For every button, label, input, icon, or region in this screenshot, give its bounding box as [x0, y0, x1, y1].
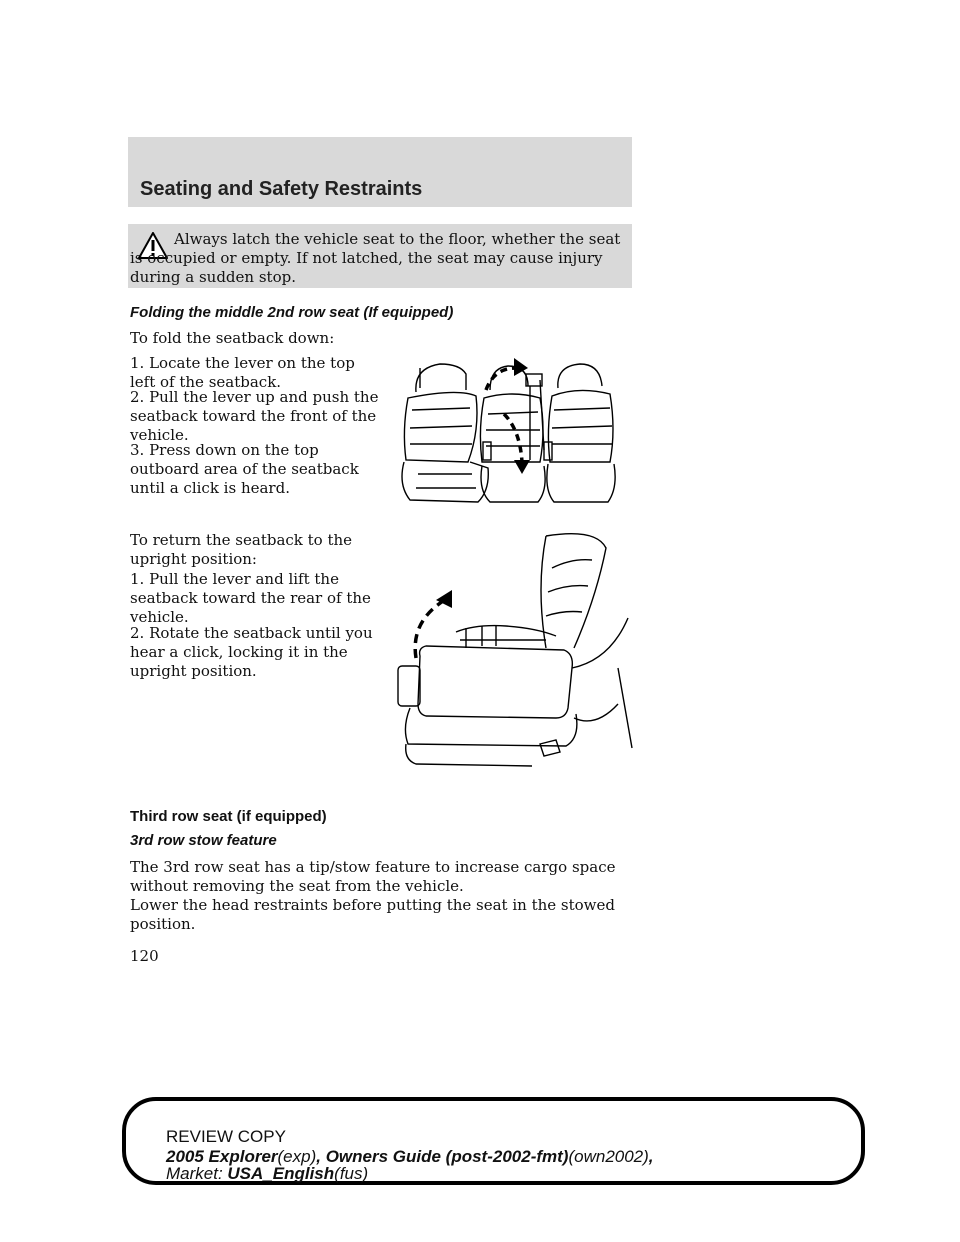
rear-seat-fold-illustration: [398, 350, 618, 510]
separator-2: ,: [648, 1147, 654, 1166]
model-code: (exp): [277, 1147, 317, 1166]
review-market-line: [166, 1164, 368, 1184]
fold-intro: To fold the seatback down:: [130, 329, 335, 347]
review-copy-box: [122, 1097, 865, 1185]
fold-heading: Folding the middle 2nd row seat (If equipped): [130, 304, 454, 321]
stow-paragraph-2: Lower the head restraints before putting the seat in the stowed position.: [130, 896, 615, 933]
page-number: 120: [130, 947, 159, 965]
warning-text: Always latch the vehicle seat to the floor, whether the seat is occupied or empty. If not latched, the seat may cause injury during a sudden stop.: [130, 230, 621, 286]
market-name: USA_English: [227, 1164, 335, 1183]
warning-box: [128, 224, 632, 288]
model-name: 2005 Explorer: [166, 1147, 278, 1166]
stow-subheading: 3rd row stow feature: [130, 832, 277, 849]
return-step-1: 1. Pull the lever and lift the seatback toward the rear of the vehicle.: [130, 570, 371, 626]
return-intro: To return the seatback to the upright position:: [130, 531, 353, 568]
return-step-2: 2. Rotate the seatback until you hear a click, locking it in the upright position.: [130, 624, 373, 680]
fold-step-2: 2. Pull the lever up and push the seatback toward the front of the vehicle.: [130, 388, 379, 444]
review-copy-label: REVIEW COPY: [166, 1127, 286, 1146]
guide-name: Owners Guide (post-2002-fmt): [325, 1147, 569, 1166]
fold-step-3: 3. Press down on the top outboard area of the seatback until a click is heard.: [130, 441, 359, 497]
section-title: Seating and Safety Restraints: [140, 178, 423, 200]
seatback-return-illustration: [396, 528, 636, 772]
section-header-band: [128, 137, 632, 207]
separator-1: ,: [316, 1147, 326, 1166]
fold-step-1: 1. Locate the lever on the top left of the seatback.: [130, 354, 355, 391]
market-label: Market:: [166, 1164, 228, 1183]
guide-code: (own2002): [568, 1147, 649, 1166]
market-code: (fus): [334, 1164, 369, 1183]
third-row-heading: Third row seat (if equipped): [130, 808, 327, 825]
stow-paragraph-1: The 3rd row seat has a tip/stow feature to increase cargo space without removing the seat from the vehicle.: [130, 858, 616, 895]
